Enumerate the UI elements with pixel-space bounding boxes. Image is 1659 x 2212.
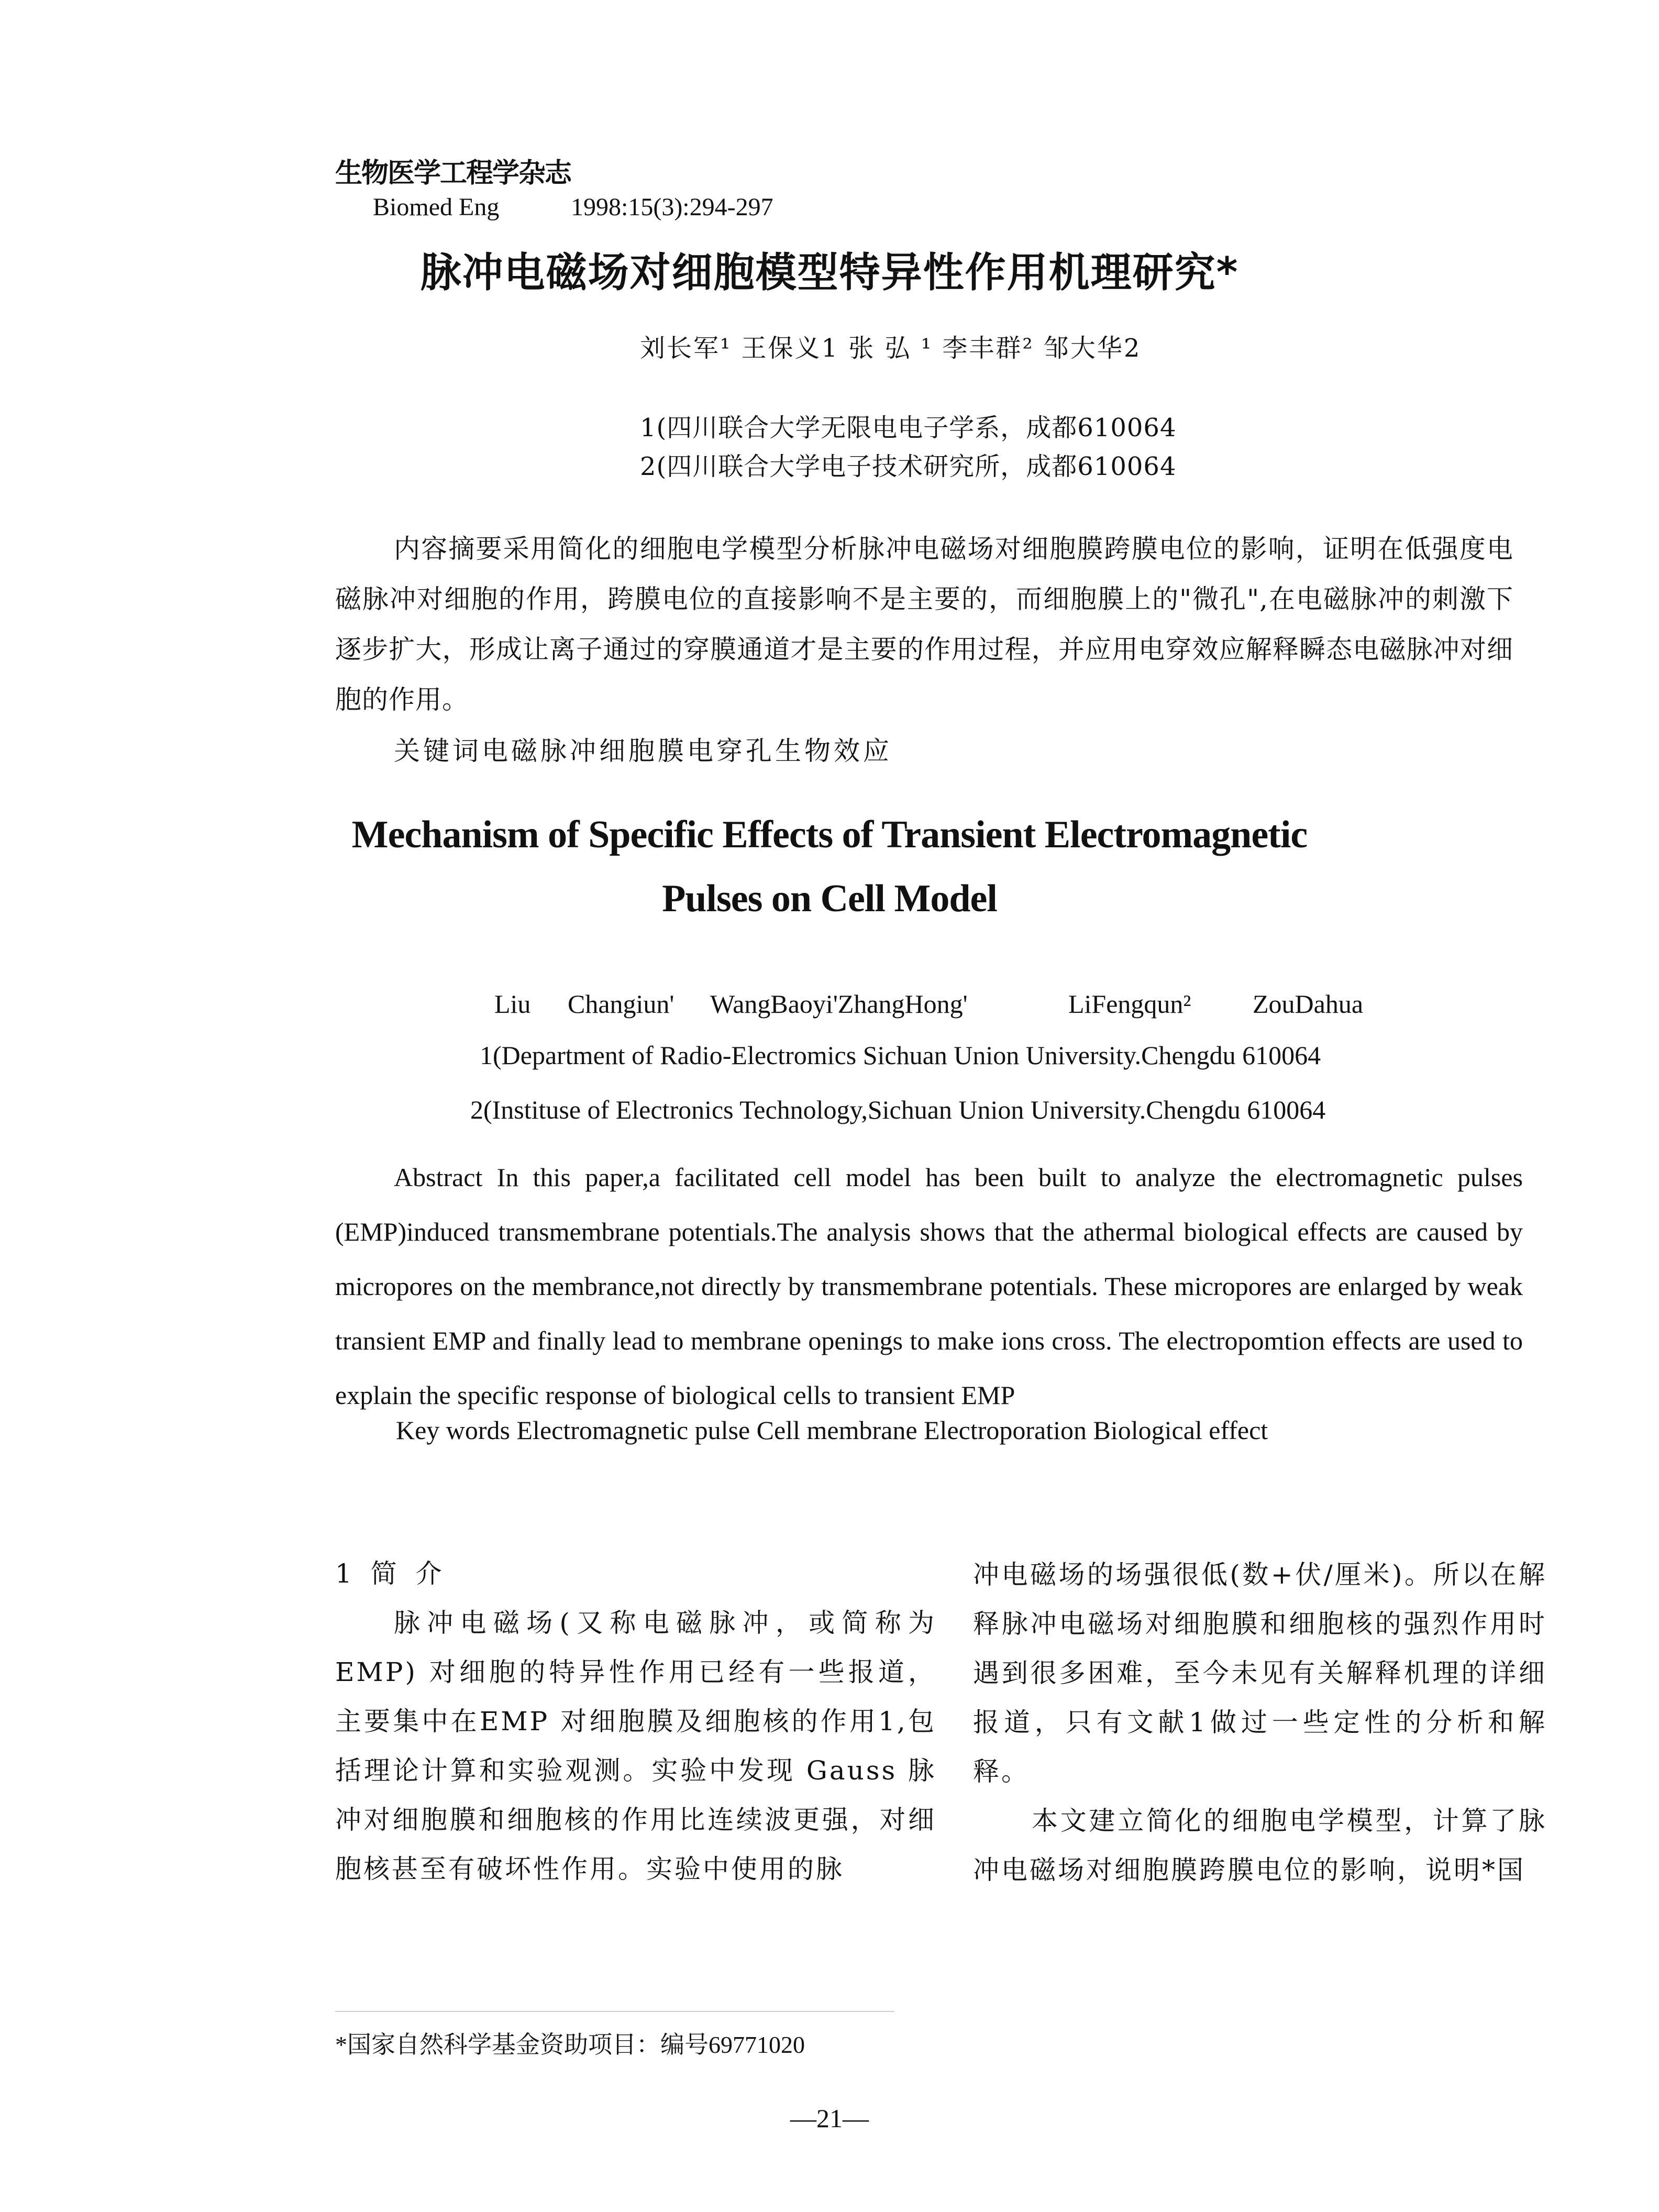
author-en-2: Changiun' xyxy=(568,989,674,1019)
keywords-cn: 关键词电磁脉冲细胞膜电穿孔生物效应 xyxy=(394,736,892,766)
affiliation-cn-1: 1(四川联合大学无限电电子学系，成都610064 xyxy=(640,413,1177,443)
journal-citation: 1998:15(3):294-297 xyxy=(571,193,773,221)
keywords-en: Key words Electromagnetic pulse Cell membrane Electroporation Biological effect xyxy=(396,1415,1268,1445)
body-column-left xyxy=(335,1549,936,1894)
footnote-divider xyxy=(335,2011,894,2012)
body-column-right xyxy=(973,1550,1547,1895)
abstract-cn: 内容摘要采用简化的细胞电学模型分析脉冲电磁场对细胞膜跨膜电位的影响，证明在低强度电磁脉冲对细胞的作用，跨膜电位的直接影响不是主要的，而细胞膜上的"微孔",在电磁脉冲的刺激下逐步扩大，形成让离子通过的穿膜通道才是主要的作用过程，并应用电穿效应解释瞬态电磁脉冲对细胞的作用。 xyxy=(335,534,1513,715)
paper-title-en-line1: Mechanism of Specific Effects of Transient Electromagnetic xyxy=(351,813,1308,856)
page-number: —21— xyxy=(790,2104,869,2133)
affiliation-en-2: 2(Instituse of Electronics Technology,Sichuan Union University.Chengdu 610064 xyxy=(470,1095,1326,1124)
paper-title-cn: 脉冲电磁场对细胞模型特异性作用机理研究* xyxy=(420,249,1239,296)
journal-name-cn: 生物医学工程学杂志 xyxy=(335,159,571,189)
abstract-en: Abstract In this paper,a facilitated cell model has been built to analyze the electromagnetic pulses (EMP)induced transmembrane potentials.The analysis shows that the athermal biological effects are caused by micropores on the membrance,not directly by transmembrane potentials. These micropores are enlarged by weak transient EMP and finally lead to membrane openings to make ions cross. The electropomtion effects are used to explain the specific response of biological cells to transient EMP xyxy=(335,1163,1523,1410)
authors-cn: 刘长军¹ 王保义1 张 弘 ¹ 李丰群² 邹大华2 xyxy=(640,334,1142,363)
journal-name-en: Biomed Eng xyxy=(373,193,500,221)
body-paragraph: 脉冲电磁场(又称电磁脉冲，或简称为EMP) 对细胞的特异性作用已经有一些报道，主要集中在EMP 对细胞膜及细胞核的作用1,包括理论计算和实验观测。实验中发现 Gauss 脉冲对细胞膜和细胞核的作用比连续波更强，对细胞核甚至有破坏性作用。实验中使用的脉 xyxy=(335,1608,936,1884)
author-en-3: WangBaoyi'ZhangHong' xyxy=(710,989,968,1019)
affiliation-cn-2: 2(四川联合大学电子技术研究所，成都610064 xyxy=(640,452,1177,481)
abstract-cn-block xyxy=(335,524,1513,776)
affiliation-en-1: 1(Department of Radio-Electromics Sichuan Union University.Chengdu 610064 xyxy=(480,1041,1321,1070)
body-paragraph: 冲电磁场的场强很低(数+伏/厘米)。所以在解释脉冲电磁场对细胞膜和细胞核的强烈作用时遇到很多困难，至今未见有关解释机理的详细报道，只有文献1做过一些定性的分析和解释。 xyxy=(973,1560,1547,1787)
section-heading-intro: 1 简 介 xyxy=(335,1558,447,1589)
abstract-en-block xyxy=(335,1150,1523,1422)
paper-title-en-line2: Pulses on Cell Model xyxy=(662,877,997,920)
author-en-4: LiFengqun² xyxy=(1068,989,1191,1019)
author-en-1: Liu xyxy=(494,989,531,1019)
author-en-5: ZouDahua xyxy=(1253,989,1364,1019)
footnote: *国家自然科学基金资助项目：编号69771020 xyxy=(335,2031,805,2058)
body-paragraph: 本文建立简化的细胞电学模型，计算了脉冲电磁场对细胞膜跨膜电位的影响，说明*国 xyxy=(973,1806,1547,1885)
